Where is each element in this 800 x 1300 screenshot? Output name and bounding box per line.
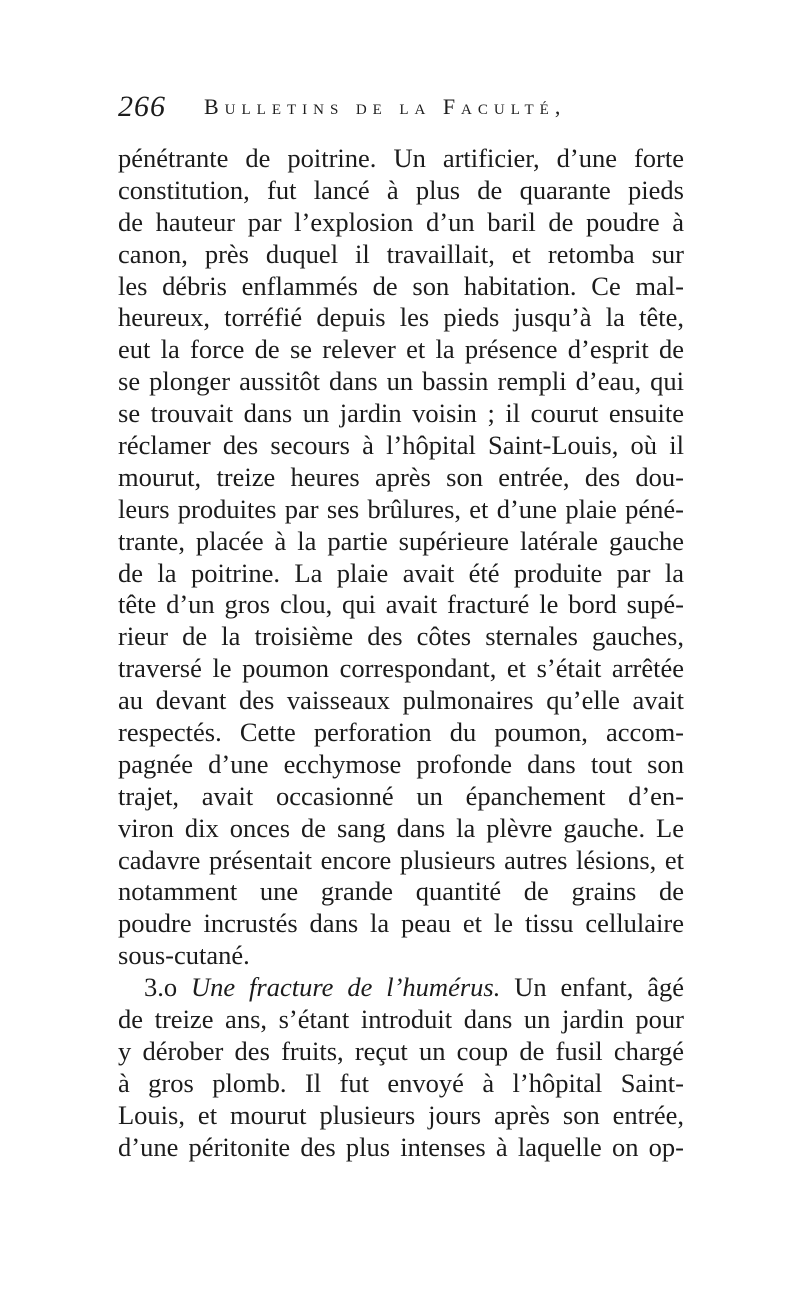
- text-line: cadavre présentait encore plusieurs autres lésions, et: [118, 844, 684, 875]
- text-line: trante, placée à la partie supérieure latérale gauche: [118, 525, 684, 556]
- text-line: au devant des vaisseaux pulmonaires qu’elle avait: [118, 685, 684, 716]
- text-line: traversé le poumon correspondant, et s’était arrêtée: [118, 653, 684, 684]
- text-line: pénétrante de poitrine. Un artificier, d’une forte: [118, 143, 684, 173]
- page-header: [118, 90, 718, 130]
- text-line: tête d’un gros clou, qui avait fracturé le bord supé-: [118, 589, 684, 620]
- text-line: respectés. Cette perforation du poumon, accom-: [118, 717, 684, 748]
- section-title: Une fracture de l’humérus.: [191, 972, 501, 1003]
- text-line: pagnée d’une ecchymose profonde dans tout son: [118, 748, 684, 779]
- text-line: rieur de la troisième des côtes sternales gauches,: [118, 621, 684, 652]
- text-line: viron dix onces de sang dans la plèvre gauche. Le: [118, 812, 684, 843]
- section-first-line-text: Un enfant, âgé: [514, 972, 684, 1003]
- text-line: notamment une grande quantité de grains de: [118, 876, 684, 907]
- text-line: Louis, et mourut plusieurs jours après son entrée,: [118, 1099, 684, 1130]
- body-text: [118, 143, 684, 1164]
- text-line: à gros plomb. Il fut envoyé à l’hôpital Saint-: [118, 1067, 684, 1098]
- text-line: se plonger aussitôt dans un bassin rempli d’eau, qui: [118, 366, 684, 397]
- text-line: de la poitrine. La plaie avait été produite par la: [118, 557, 684, 588]
- text-line: eut la force de se relever et la présence d’esprit de: [118, 334, 684, 365]
- text-line: constitution, fut lancé à plus de quarante pieds: [118, 174, 684, 205]
- text-line: heureux, torréfié depuis les pieds jusqu’à la tête,: [118, 302, 684, 333]
- text-line: leurs produites par ses brûlures, et d’une plaie péné-: [118, 493, 684, 524]
- page-number: 266: [118, 90, 166, 123]
- text-line: canon, près duquel il travaillait, et retomba sur: [118, 238, 684, 269]
- text-line: de hauteur par l’explosion d’un baril de poudre à: [118, 206, 684, 237]
- text-line: y dérober des fruits, reçut un coup de fusil chargé: [118, 1035, 684, 1066]
- text-line: réclamer des secours à l’hôpital Saint-Louis, où il: [118, 430, 684, 461]
- text-line: les débris enflammés de son habitation. Ce mal-: [118, 270, 684, 301]
- text-line: trajet, avait occasionné un épanchement d’en-: [118, 780, 684, 811]
- text-line: d’une péritonite des plus intenses à laquelle on op-: [118, 1131, 684, 1162]
- text-line: mourut, treize heures après son entrée, des dou-: [118, 461, 684, 492]
- text-line: de treize ans, s’étant introduit dans un jardin pour: [118, 1004, 684, 1035]
- running-head: Bulletins de la Faculté,: [204, 94, 567, 119]
- text-line: sous-cutané.: [118, 940, 250, 971]
- text-line: se trouvait dans un jardin voisin ; il courut ensuite: [118, 398, 684, 429]
- section-number: 3.o: [144, 972, 178, 1003]
- text-line: poudre incrustés dans la peau et le tissu cellulaire: [118, 908, 684, 939]
- section-heading-line: [118, 972, 684, 1004]
